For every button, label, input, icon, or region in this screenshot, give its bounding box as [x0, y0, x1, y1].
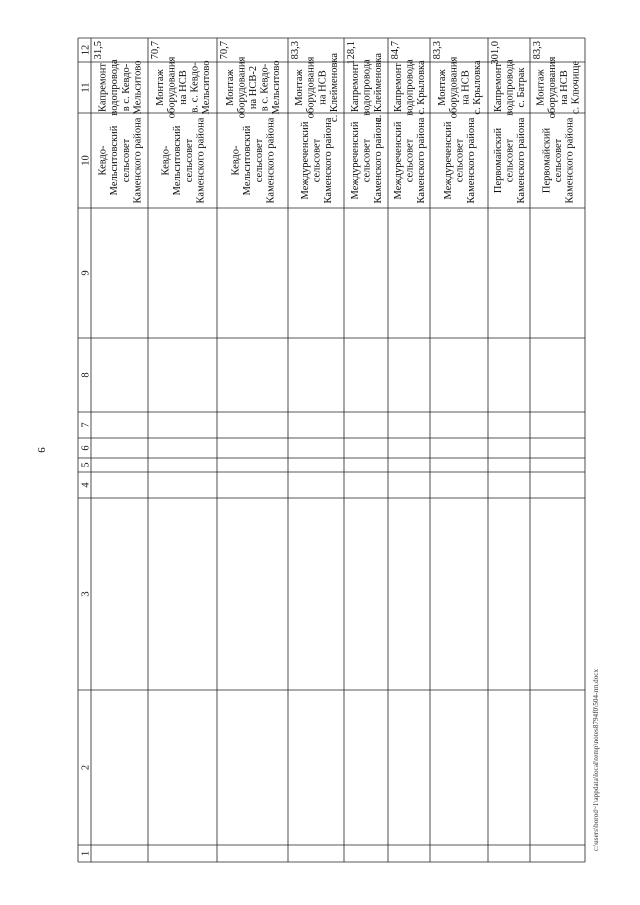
cell-organization: [493, 117, 527, 203]
cell-organization-line: сельсовет: [311, 138, 323, 183]
cell-organization: [231, 117, 277, 203]
cell-organization-line: Каменского района: [466, 117, 478, 204]
cell-work-description-line: с. Ключище: [570, 60, 582, 115]
cell-organization-line: Мельситовский: [242, 125, 254, 196]
cell-work-description-line: Монтаж: [535, 69, 547, 106]
column-header: 4: [80, 482, 92, 488]
cell-work-description-line: Капремонт: [492, 62, 504, 113]
cell-organization-line: Первомайский: [541, 127, 553, 194]
cell-work-description: [493, 59, 527, 116]
cell-work-description: [98, 59, 144, 116]
cell-organization-line: Каменского района: [564, 117, 576, 204]
cell-organization-line: Каменского района: [132, 117, 144, 204]
cell-work-description: [155, 56, 212, 118]
cell-organization-line: Междуреченский: [392, 121, 404, 200]
cell-organization-line: Мельситовский: [172, 125, 184, 196]
cell-amount: 128,1: [346, 41, 357, 65]
column-header: 11: [80, 82, 92, 93]
cell-organization: [443, 117, 477, 203]
column-header: 9: [80, 270, 92, 276]
cell-work-description-line: на НСВ-2: [248, 65, 259, 110]
cell-work-description: [393, 59, 427, 116]
cell-amount: 301,0: [490, 41, 501, 65]
cell-work-description-line: оборудования: [547, 56, 559, 119]
cell-organization-line: Каменского района: [195, 117, 207, 204]
cell-organization: [161, 117, 207, 203]
cell-amount: 83,3: [290, 41, 301, 60]
cell-work-description-line: Капремонт: [392, 62, 404, 113]
cell-amount: 70,7: [219, 41, 230, 60]
cell-work-description-line: Капремонт: [97, 62, 109, 113]
cell-amount: 31,5: [93, 41, 104, 60]
cell-organization: [393, 117, 427, 203]
cell-work-description-line: водопровода: [361, 59, 373, 116]
cell-work-description-line: на НСВ: [317, 70, 329, 105]
cell-organization-line: Каменского района: [416, 117, 428, 204]
cell-work-description-line: Монтаж: [437, 69, 449, 106]
cell-work-description-line: оборудования: [166, 56, 178, 119]
cell-organization-line: Междуреченский: [299, 121, 311, 200]
cell-organization-line: сельсовет: [553, 138, 564, 183]
cell-amount: 83,3: [432, 41, 443, 60]
cell-work-description-line: Мельситово: [271, 60, 283, 115]
cell-amount: 70,7: [150, 41, 161, 60]
cell-organization-line: Мельситовский: [109, 125, 121, 196]
cell-organization-line: Первомайский: [492, 127, 504, 194]
cell-work-description-line: Мельситово: [132, 60, 144, 115]
cell-organization-line: сельсовет: [454, 138, 466, 183]
cell-organization-line: Каменского района: [265, 117, 277, 204]
column-header: 6: [80, 445, 92, 451]
cell-work-description-line: Монтаж: [224, 69, 236, 106]
cell-work-description: [437, 56, 483, 118]
cell-work-description-line: с. Клейменовка: [373, 52, 385, 123]
cell-organization-line: сельсовет: [361, 138, 373, 183]
cell-organization: [541, 117, 575, 203]
cell-work-description-line: Монтаж: [294, 69, 306, 106]
cell-organization-line: Междуреченский: [349, 121, 361, 200]
cell-organization-line: сельсовет: [404, 138, 416, 183]
cell-work-description-line: на НСВ: [178, 70, 189, 105]
cell-work-description-line: водопровода: [504, 59, 516, 116]
cell-organization-line: Каменского района: [373, 117, 385, 204]
cell-work-description-line: в. с. Кевдо-: [189, 62, 201, 113]
cell-work-description: [225, 56, 282, 118]
cell-work-description-line: Капремонт: [349, 62, 361, 113]
cell-organization: [300, 117, 334, 203]
cell-work-description: [294, 53, 340, 123]
page-number: 9: [34, 447, 47, 453]
cell-organization-line: сельсовет: [120, 138, 132, 183]
cell-work-description-line: с. Крыловка: [416, 60, 428, 115]
cell-work-description-line: Монтаж: [154, 69, 166, 106]
file-path-text: c:\users\borod~1\appdata\local\temp\notes8794f0\504-пп.docx: [592, 668, 600, 852]
cell-work-description-line: водопровода: [404, 59, 416, 116]
cell-organization-line: сельсовет: [504, 138, 516, 183]
cell-work-description-line: оборудования: [448, 56, 460, 119]
column-header: 2: [80, 764, 92, 771]
cell-work-description-line: с. Клейменовка: [328, 52, 340, 123]
column-header: 7: [80, 422, 92, 428]
cell-work-description-line: оборудования: [236, 56, 248, 119]
cell-work-description-line: водопровода: [109, 59, 121, 116]
column-header: 1: [80, 850, 92, 857]
cell-organization-line: сельсовет: [183, 138, 195, 183]
cell-work-description-line: в с. Кевдо-: [120, 63, 132, 112]
column-header: 12: [80, 44, 92, 56]
cell-organization-line: Междуреченский: [442, 121, 454, 200]
cell-organization: [98, 117, 144, 203]
cell-work-description-line: Мельситово: [201, 60, 213, 115]
column-header: 10: [80, 155, 92, 166]
cell-amount: 83,3: [532, 41, 543, 60]
cell-organization-line: Каменского района: [323, 117, 335, 204]
column-header: 5: [80, 462, 92, 468]
cell-work-description-line: в с. Кевдо-: [259, 63, 271, 112]
column-header: 3: [80, 591, 92, 597]
cell-work-description-line: оборудования: [305, 56, 317, 119]
cell-work-description: [536, 56, 582, 118]
cell-organization-line: Кевдо-: [230, 145, 242, 176]
cell-work-description-line: с. Батрак: [516, 67, 528, 108]
cell-organization-line: сельсовет: [253, 138, 265, 183]
cell-work-description-line: на НСВ: [460, 70, 472, 105]
cell-organization-line: Каменского района: [516, 117, 528, 204]
cell-work-description-line: с. Крыловка: [471, 60, 483, 115]
cell-organization: [350, 117, 384, 203]
cell-organization-line: Кевдо-: [97, 145, 109, 176]
cell-work-description-line: на НСВ: [558, 70, 570, 105]
column-header: 8: [80, 372, 92, 378]
cell-organization-line: Кевдо-: [160, 145, 172, 176]
cell-amount: 84,7: [390, 41, 401, 60]
